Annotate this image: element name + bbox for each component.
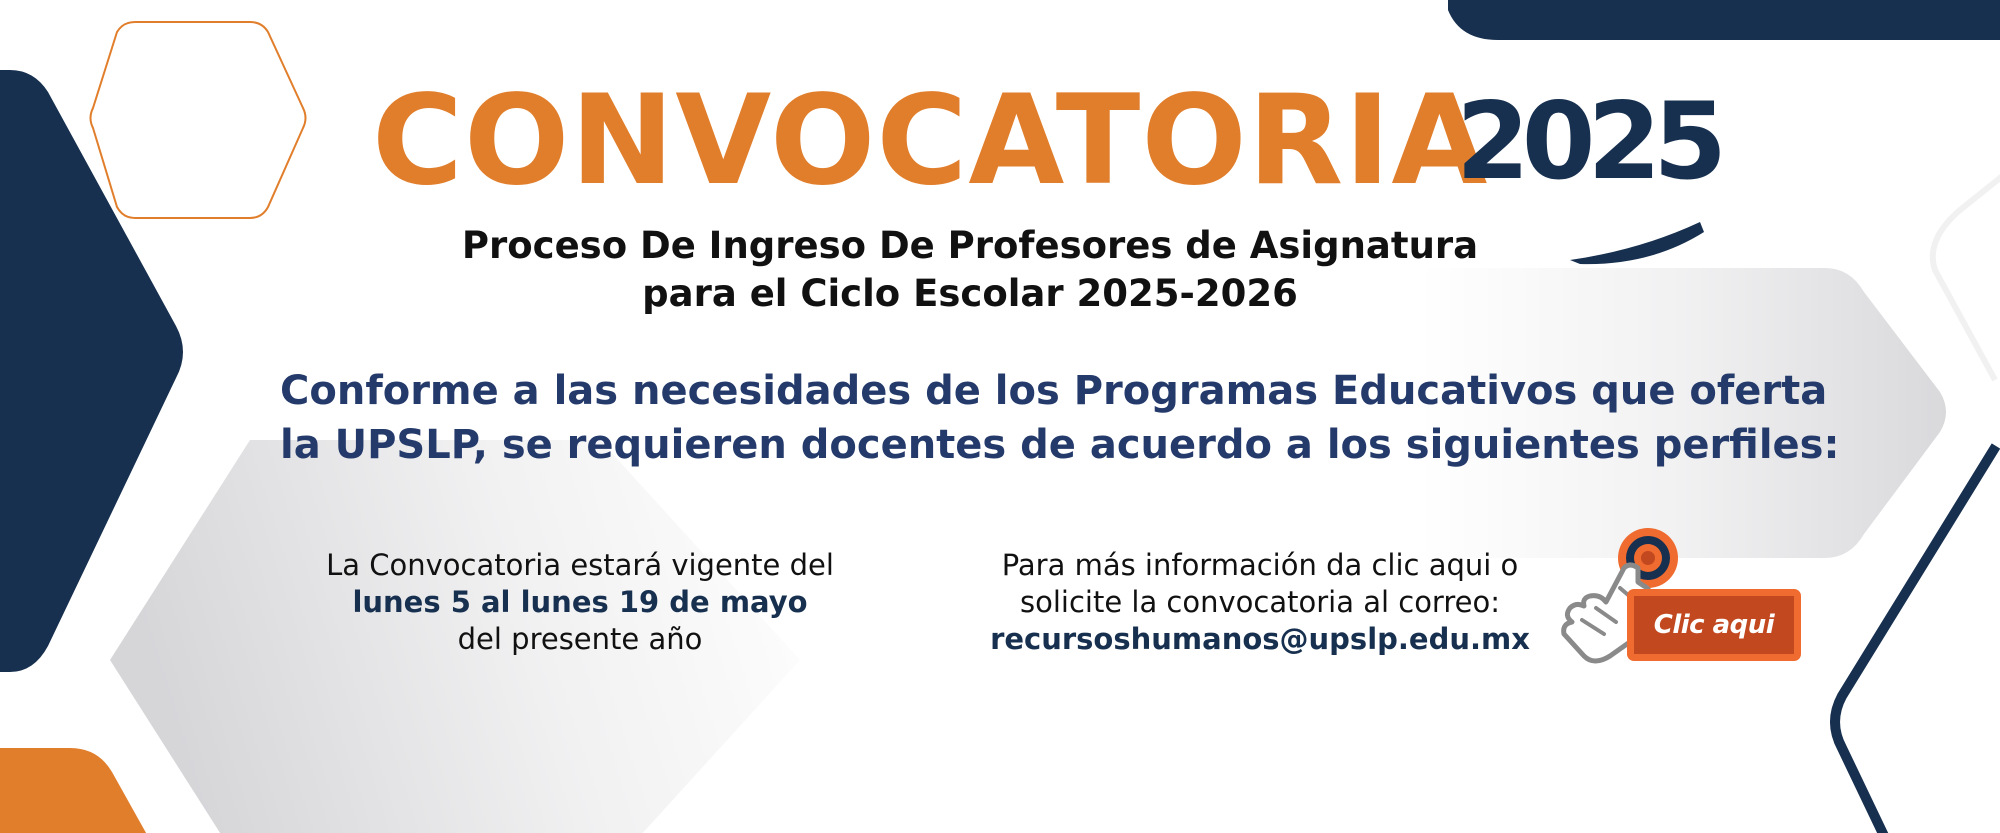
validity-line-3: del presente año [457, 622, 703, 656]
header [0, 69, 2000, 213]
validity-dates: lunes 5 al lunes 19 de mayo [352, 585, 808, 619]
statement-line-2: la UPSLP, se requieren docentes de acuerdo a los siguientes perfiles: [280, 422, 1840, 468]
cta-group [1540, 524, 1820, 674]
contact-email[interactable]: recursoshumanos@upslp.edu.mx [990, 622, 1530, 656]
navy-bar-top [1448, 0, 2000, 40]
subtitle [400, 222, 1540, 318]
convocatoria-title: CONVOCATORIA [372, 69, 1489, 213]
clic-aqui-button[interactable]: Clic aqui [1628, 590, 1800, 660]
validity-line-1: La Convocatoria estará vigente del [326, 548, 834, 582]
validity-block [260, 547, 900, 658]
year-label: 2025 [1456, 80, 1720, 203]
subtitle-line-2: para el Ciclo Escolar 2025-2026 [642, 272, 1298, 315]
info-block [940, 547, 1580, 658]
info-line-2: solicite la convocatoria al correo: [1019, 585, 1500, 619]
orange-hexagon-bottom [0, 748, 150, 833]
info-line-1: Para más información da clic aqui o [1001, 548, 1519, 582]
statement-line-1: Conforme a las necesidades de los Programas Educativos que oferta [280, 368, 1828, 414]
main-statement [280, 364, 1840, 472]
subtitle-line-1: Proceso De Ingreso De Profesores de Asignatura [461, 224, 1479, 267]
